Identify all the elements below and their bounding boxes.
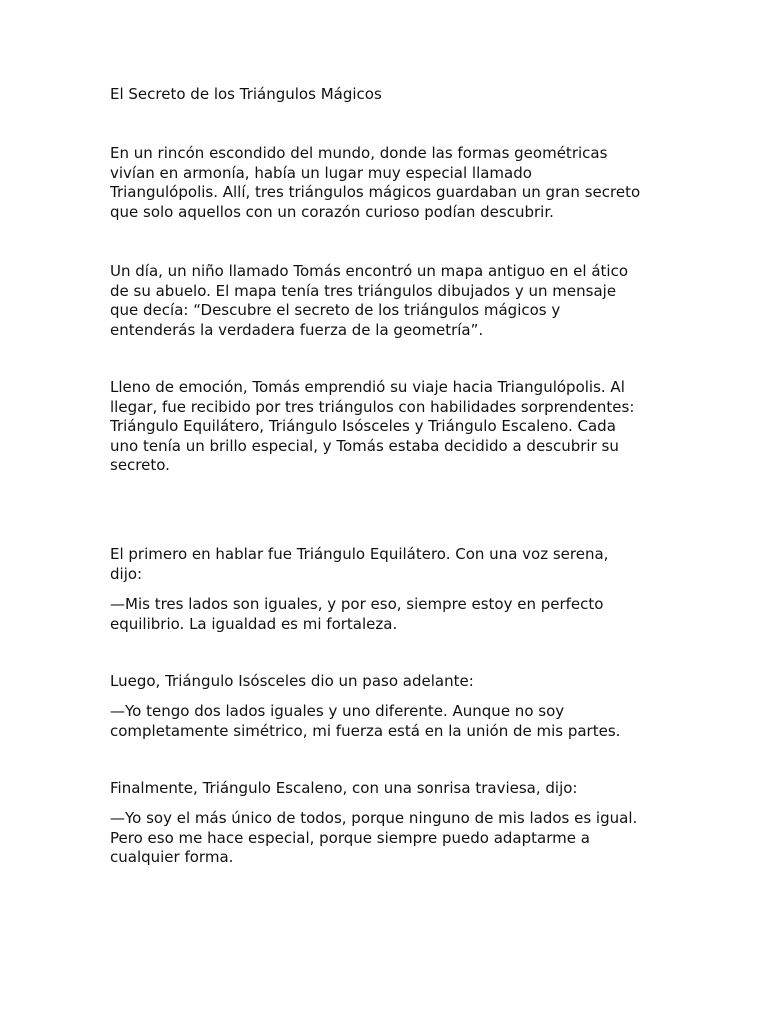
paragraph-scalene-quote bbox=[110, 809, 670, 868]
text-line: uno tenía un brillo especial, y Tomás estaba decidido a descubrir su bbox=[110, 436, 619, 455]
text-line: equilibrio. La igualdad es mi fortaleza. bbox=[110, 614, 398, 633]
text-line: cualquier forma. bbox=[110, 848, 234, 867]
text-line: vivían en armonía, había un lugar muy especial llamado bbox=[110, 163, 532, 182]
text-line: llegar, fue recibido por tres triángulos con habilidades sorprendentes: bbox=[110, 397, 635, 416]
text-line: Un día, un niño llamado Tomás encontró un mapa antiguo en el ático bbox=[110, 262, 629, 280]
text-line: dijo: bbox=[110, 564, 143, 583]
text-line: entenderás la verdadera fuerza de la geometría”. bbox=[110, 320, 484, 339]
paragraph-intro bbox=[110, 144, 670, 222]
text-line: secreto. bbox=[110, 456, 170, 475]
text-line: de su abuelo. El mapa tenía tres triángulos dibujados y un mensaje bbox=[110, 281, 617, 300]
text-line: Triangulópolis. Allí, tres triángulos mágicos guardaban un gran secreto bbox=[110, 183, 641, 202]
text-line: Triángulo Equilátero, Triángulo Isósceles y Triángulo Escaleno. Cada bbox=[110, 417, 616, 436]
text-line: El primero en hablar fue Triángulo Equilátero. Con una voz serena, bbox=[110, 545, 609, 563]
text-line: Lleno de emoción, Tomás emprendió su viaje hacia Triangulópolis. Al bbox=[110, 378, 625, 396]
text-line: Finalmente, Triángulo Escaleno, con una sonrisa traviesa, dijo: bbox=[110, 779, 578, 797]
text-line: Luego, Triángulo Isósceles dio un paso adelante: bbox=[110, 672, 474, 690]
paragraph-map bbox=[110, 262, 670, 340]
text-line: —Yo tengo dos lados iguales y uno diferente. Aunque no soy bbox=[110, 702, 565, 720]
paragraph-equilateral-quote bbox=[110, 595, 670, 634]
text-line: Pero eso me hace especial, porque siempre puedo adaptarme a bbox=[110, 828, 590, 847]
text-line: que solo aquellos con un corazón curioso podían descubrir. bbox=[110, 202, 554, 221]
paragraph-isosceles-intro bbox=[110, 672, 670, 692]
document-title bbox=[110, 85, 670, 105]
text-line: —Mis tres lados son iguales, y por eso, siempre estoy en perfecto bbox=[110, 595, 604, 613]
text-line: En un rincón escondido del mundo, donde las formas geométricas bbox=[110, 144, 608, 162]
paragraph-journey bbox=[110, 378, 670, 476]
paragraph-isosceles-quote bbox=[110, 702, 670, 741]
text-line: El Secreto de los Triángulos Mágicos bbox=[110, 85, 382, 103]
paragraph-equilateral-intro bbox=[110, 545, 670, 584]
paragraph-scalene-intro bbox=[110, 779, 670, 799]
text-line: —Yo soy el más único de todos, porque ninguno de mis lados es igual. bbox=[110, 809, 638, 827]
text-line: que decía: “Descubre el secreto de los triángulos mágicos y bbox=[110, 301, 561, 320]
text-line: completamente simétrico, mi fuerza está en la unión de mis partes. bbox=[110, 721, 621, 740]
